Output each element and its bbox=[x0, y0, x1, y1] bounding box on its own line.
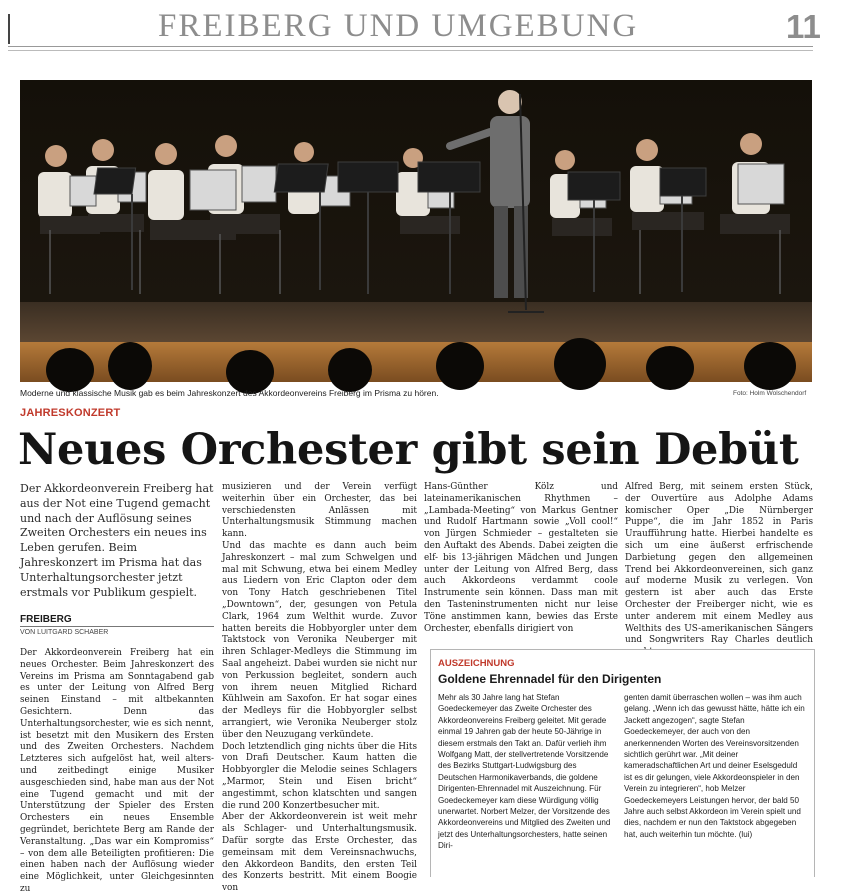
photo-credit: Foto: Holm Wolschendorf bbox=[733, 390, 807, 397]
article-lead: Der Akkordeonverein Freiberg hat aus der Not eine Tugend gemacht und nach der Auflösung seines Zweiten Orchesters ein neues ins Leben gerufen. Beim Jahreskonzert im Prisma hat das Unterhaltungsorchester jetzt erstmals vor Publikum gespielt. bbox=[20, 482, 214, 599]
page-number: 11 bbox=[786, 8, 821, 45]
article-column-2: musizieren und der Verein verfügt weiterhin über ein Orchester, das bei verschiedensten Anlässen mit Unterhaltungsmusik Stimmung machen kann. Und das machte es dann auch beim Jahreskonzert – mal zum Schwelgen und mal mit Schwung, etwa bei einem Medley aus Liedern von Eric Clapton oder dem von Tony Hatch geschriebenen Titel „Downtown“, der, gesungen von Petula Clark, 1964 zum Welthit wurde. Zuvor hatten bereits die Hobbyorgler unter dem Taktstock von Veronika Neuberger mit ihren Schlager-Medleys die Stimmung im Saal angeheizt. Dabei wurden sie nicht nur von Perkussion begleitet, sondern auch von ihrem neuen Mitglied Richard Kühlwein am Saxofon. Er hat sogar eines der Medleys für die Hobbyorgler selbst arrangiert, wie Veronika Neuberger stolz über den Neuzugang verkündete. Doch letztendlich ging nichts über die Hits von Drafi Deutscher. Kaum hatten die Hobbyorgler die Melodie seines Schlagers „Marmor, Stein und Eisen bricht“ angestimmt, schon klatschten und sangen die rund 200 Konzertbesucher mit. Aber der Akkordeonverein ist weit mehr als Schlager- und Unterhaltungsmusik. Dafür sorgte das Erste Orchester, das gemeinsam mit dem Vereinsnachwuchs, den Akkordeon Bandits, den ersten Teil des Konzerts bestritt. Mit einem Boogie von bbox=[222, 482, 417, 894]
concert-photo-illustration bbox=[20, 80, 812, 382]
article-column-1: Der Akkordeonverein Freiberg hat ein neues Orchester. Beim Jahreskonzert des Vereins im Prisma am Sonntagabend gab es unter der Leitung von Alfred Berg seinen Einstand – mit altbekannten Gesichtern. Denn das Unterhaltungsorchester, wie es sich nennt, ist besetzt mit den Musikern des Ersten und des Zweiten Orchesters. Nachdem Letzteres sich aufgelöst hat, weil alters- und zeitbedingt einige Musiker ausgeschieden sind, habe man aus der Not eine Tugend gemacht und mit der Unterstützung der Spieler des Ersten Orchesters ein neues Ensemble gegründet, berichtete Berg am Rande der Veranstaltung. „Das war ein Kompromiss“ – von dem alle Beteiligten profitieren: Die einen haben nach der Auflösung wieder eine Möglichkeit, unter Gleichgesinnten zu bbox=[20, 648, 214, 894]
sidebar-column-1: Mehr als 30 Jahre lang hat Stefan Goedeckemeyer das Zweite Orchester des Akkordeonvereins Freiberg geleitet. Mit gerade einmal 19 Jahren gab der heute 50-Jährige in diesem erstmals den Takt an. Dafür verlieh ihm Wolfgang Matt, der stellvertretende Vorsitzende des Bezirks Stuttgart-Ludwigsburg des Deutschen Harmonikaverbands, die goldene Dirigenten-Ehrennadel mit Auszeichnung. Für Goedeckemeyer kam diese Würdigung völlig unerwartet. Norbert Melzer, der Vorsitzende des Akkordeonvereins und Mitglied des Zweiten und jetzt des Unterhaltungsorchesters, hatte seinen Diri- bbox=[438, 693, 611, 851]
section-title: FREIBERG UND UMGEBUNG bbox=[158, 8, 639, 44]
sidebar-kicker: AUSZEICHNUNG bbox=[438, 658, 515, 669]
dateline-rule bbox=[20, 626, 214, 627]
article-column-4: Alfred Berg, mit seinem ersten Stück, der Ouvertüre aus Adolphe Adams komischer Oper „Die Nürnberger Puppe“, die im Jahr 1852 in Paris Uraufführung hatte. Hierbei handelte es sich um eine äußerst erfrischende Darbietung gegen den allgemeinen Trend bei Akkordeonvereinen, sich ganz auf moderne Musik zu verlegen. Von gestern ist aber auch das Erste Orchester der Freiberger nicht, wie es unter anderem mit einem Medley aus Welthits des US-amerikanischen Sängers und Songwriters Ray Charles deutlich bbox=[625, 482, 813, 646]
article-dateline: FREIBERG bbox=[20, 614, 72, 625]
header-divider bbox=[8, 46, 813, 47]
sidebar-title: Goldene Ehrennadel für den Dirigenten bbox=[438, 672, 662, 686]
header-divider-secondary bbox=[8, 50, 813, 51]
photo-caption: Moderne und klassische Musik gab es beim Jahreskonzert des Akkordeonvereins Freiberg im Prisma zu hören. bbox=[20, 388, 439, 398]
header-rule bbox=[8, 14, 10, 44]
article-column-3: Hans-Günther Kölz und lateinamerikanischen Rhythmen – „Lambada-Meeting“ von Markus Gentner und Rudolf Hartmann sowie „Voll cool!“ von Jürgen Schmieder – gestalteten sie den Auftakt des Abends. Dabei zeigten die elf- bis 13-jährigen Mädchen und Jungen unter der Leitung von Alfred Berg, dass auch Akkordeons verdammt coole Instrumente sein können. Dass man mit den Tasteninstrumenten nicht nur leise Töne anstimmen kann, bewies das Erste Orchester, ebenfalls dirigiert von bbox=[424, 482, 618, 634]
article-kicker: JAHRESKONZERT bbox=[20, 407, 121, 419]
concert-photo bbox=[20, 80, 812, 382]
article-headline: Neues Orchester gibt sein Debüt bbox=[18, 425, 799, 475]
article-byline: VON LUITGARD SCHABER bbox=[20, 629, 109, 636]
sidebar-column-2: genten damit überraschen wollen – was ihm auch gelang. „Wenn ich das gewusst hätte, hätte ich ein Jackett angezogen“, sagte Stefan Goedeckemeyer, der auch von den anerkennenden Worten des Vereinsvorsitzenden sichtlich gerührt war. „Mit deiner kameradschaftlichen Art und deiner Eselsgeduld ist es dir gelungen, viele Akkordeonspieler in den Verein zu integrieren“, hob Melzer Goedeckemeyers Leistungen hervor, der bald 50 Jahre auch selbst Akkordeon im Verein spielt und dies, nachdem er nun den Taktstock abgegeben hat, auch weiterhin tun möchte. (lui) bbox=[624, 693, 805, 839]
